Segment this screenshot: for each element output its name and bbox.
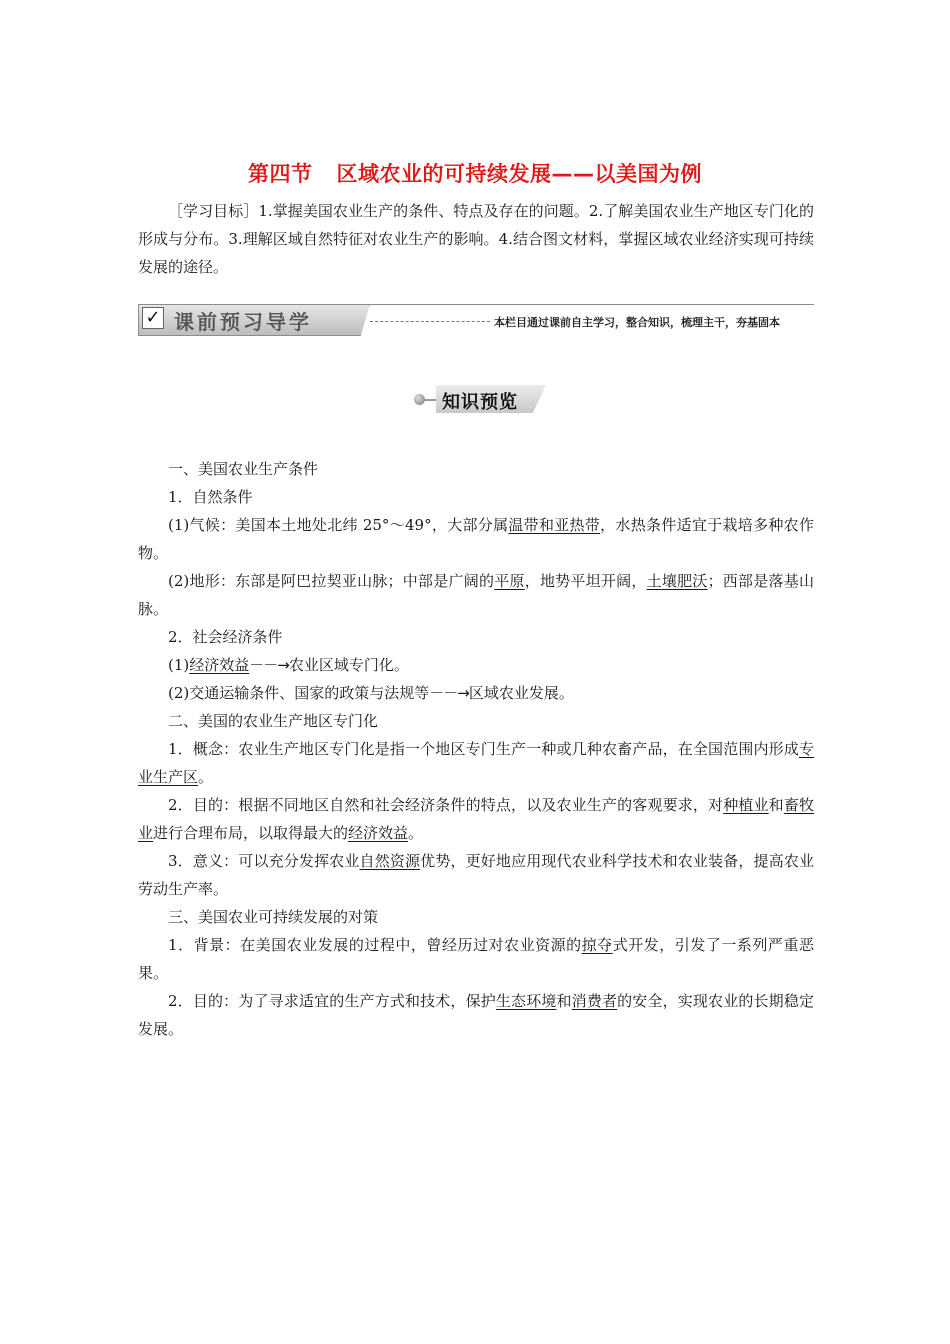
paragraph-econ-1: (1)经济效益－－→农业区域专门化。 [168,656,409,674]
heading-connector [424,399,438,401]
underline-answer: 消费者 [571,992,618,1010]
subheading-natural: 1．自然条件 [168,488,253,506]
paragraph-background: 1．背景：在美国农业发展的过程中，曾经历过对农业资源的掠夺式开发，引发了一系列严重恶果。 [138,936,814,982]
learning-objectives: ［学习目标］1.掌握美国农业生产的条件、特点及存在的问题。2.了解美国农业生产地区专门化的形成与分布。3.理解区域自然特征对农业生产的影响。4.结合图文材料，掌握区域农业经济实现可持续发展的途径。 [138,202,814,276]
underline-answer: 经济效益 [348,824,409,842]
title-section-number: 第四节 [248,162,313,186]
underline-answer: 自然资源 [359,852,421,870]
underline-answer: 掠夺 [581,936,613,954]
underline-answer: 温带和亚热带 [508,516,601,534]
arrow-icon: －－→ [429,684,469,702]
heading-conditions: 一、美国农业生产条件 [168,460,319,478]
paragraph-goal: 2．目的：为了寻求适宜的生产方式和技术，保护生态环境和消费者的安全，实现农业的长期稳定发展。 [138,992,814,1038]
knowledge-preview-heading [414,384,554,414]
title-text: 区域农业的可持续发展——以美国为例 [336,162,702,186]
paragraph-econ-2: (2)交通运输条件、国家的政策与法规等－－→区域农业发展。 [168,684,574,702]
underline-answer: 生态环境 [495,992,557,1010]
paragraph-concept: 1．概念：农业生产地区专门化是指一个地区专门生产一种或几种农畜产品，在全国范围内形成专业生产区。 [138,740,814,786]
check-icon: ✓ [142,307,164,329]
heading-label: 知识预览 [442,392,518,413]
paragraph-significance: 3．意义：可以充分发挥农业自然资源优势，更好地应用现代农业科学技术和农业装备，提高农业劳动生产率。 [138,852,814,898]
content-body [138,455,814,1043]
heading-specialization: 二、美国的农业生产地区专门化 [168,712,379,730]
arrow-icon: －－→ [249,656,289,674]
subheading-socioeconomic: 2．社会经济条件 [168,628,283,646]
paragraph-purpose: 2．目的：根据不同地区自然和社会经济条件的特点，以及农业生产的客观要求，对种植业和畜牧业进行合理布局，以取得最大的经济效益。 [138,796,814,842]
underline-answer: 种植业 [723,796,769,814]
underline-answer: 土壤肥沃 [646,572,708,590]
banner-note: 本栏目通过课前自主学习，整合知识，梳理主干，夯基固本 [494,316,780,329]
underline-answer: 畜牧业 [138,796,814,842]
banner-label: 课前预习导学 [174,310,312,334]
underline-answer: 专业生产区 [138,740,814,786]
banner-dashed-line [370,321,490,322]
underline-answer: 平原 [494,572,525,590]
underline-answer: 经济效益 [189,656,250,674]
banner-divider [364,304,814,305]
paragraph-terrain: (2)地形：东部是阿巴拉契亚山脉；中部是广阔的平原，地势平坦开阔，土壤肥沃；西部是落基山脉。 [138,572,814,618]
preview-banner [138,300,814,340]
paragraph-climate: (1)气候：美国本土地处北纬 25°～49°，大部分属温带和亚热带，水热条件适宜于栽培多种农作物。 [138,516,814,562]
section-title [0,158,950,188]
heading-sustainability: 三、美国农业可持续发展的对策 [168,908,379,926]
